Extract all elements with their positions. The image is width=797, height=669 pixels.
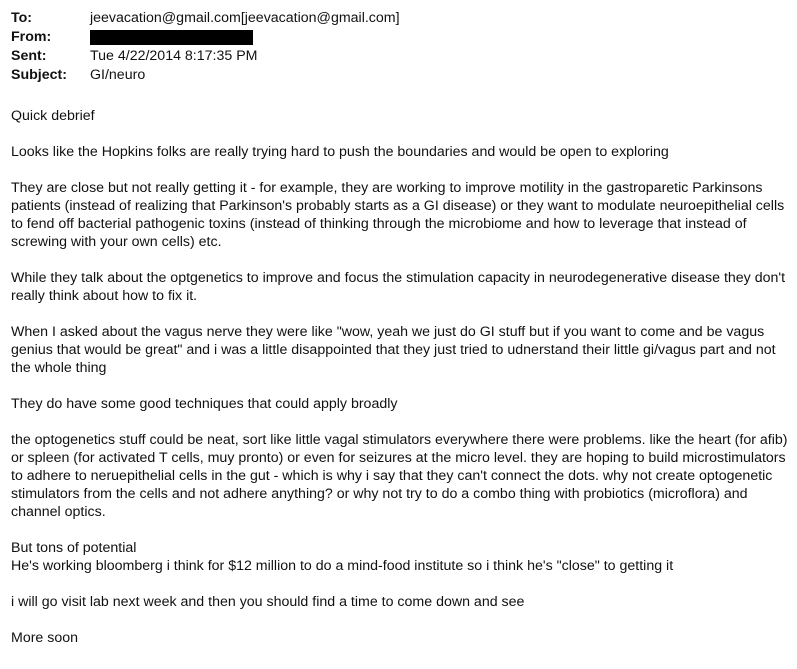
sent-value: Tue 4/22/2014 8:17:35 PM: [90, 48, 258, 64]
email-body: [11, 107, 791, 665]
subject-label: Subject:: [11, 67, 67, 83]
paragraph-hopkins: Looks like the Hopkins folks are really trying hard to push the boundaries and would be open to exploring: [11, 144, 669, 160]
paragraph-bloomberg: He's working bloomberg i think for $12 million to do a mind-food institute so i think he's "close" to getting it: [11, 558, 674, 574]
paragraph-close: They are close but not really getting it - for example, they are working to improve motility in the gastroparetic Parkinsons patients (instead of realizing that Parkinson's probably starts as a GI disease) or they want to modulate neuroepithelial cells to fend off bacterial pathogenic toxins (instead of thinking through the microbiome and how to leverage that instead of screwing with your own cells) etc.: [11, 180, 785, 250]
paragraph-more-soon: More soon: [11, 630, 79, 646]
subject-value: GI/neuro: [90, 67, 146, 83]
paragraph-optogenetics-stuff: the optogenetics stuff could be neat, sort like little vagal stimulators everywhere there were problems. like the heart (for afib) or spleen (for activated T cells, muy pronto) or even for seizures at the micro level. they are hoping to build microstimulators to adhere to neruepithelial cells in the gut - which is why i say that they can't connect the dots. why not create optogenetic stimulators from the cells and not adhere anything? or why not try to do a combo thing with probiotics (microflora) and channel optics.: [11, 432, 788, 520]
from-value-redacted: [90, 28, 253, 47]
email-header: [11, 9, 400, 85]
from-label: From:: [11, 29, 52, 45]
paragraph-vagus: When I asked about the vagus nerve they were like "wow, yeah we just do GI stuff but if you want to come and be vagus genius that would be great" and i was a little disappointed that they just tried to udnerstand their little gi/vagus part and not the whole thing: [11, 324, 776, 376]
redaction-bar: [90, 30, 253, 45]
sent-label: Sent:: [11, 48, 47, 64]
to-label: To:: [11, 10, 33, 26]
to-value: jeevacation@gmail.com[jeevacation@gmail.com]: [90, 10, 400, 26]
paragraph-debrief: Quick debrief: [11, 108, 95, 124]
paragraph-visit-lab: i will go visit lab next week and then you should find a time to come down and see: [11, 594, 525, 610]
paragraph-techniques: They do have some good techniques that could apply broadly: [11, 396, 398, 412]
sent-row: [11, 47, 400, 66]
subject-row: [11, 66, 400, 85]
paragraph-potential: But tons of potential: [11, 540, 137, 556]
from-row: [11, 28, 400, 47]
to-row: [11, 9, 400, 28]
paragraph-optgenetics: While they talk about the optgenetics to improve and focus the stimulation capacity in neurodegenerative disease they don't really think about how to fix it.: [11, 270, 786, 304]
